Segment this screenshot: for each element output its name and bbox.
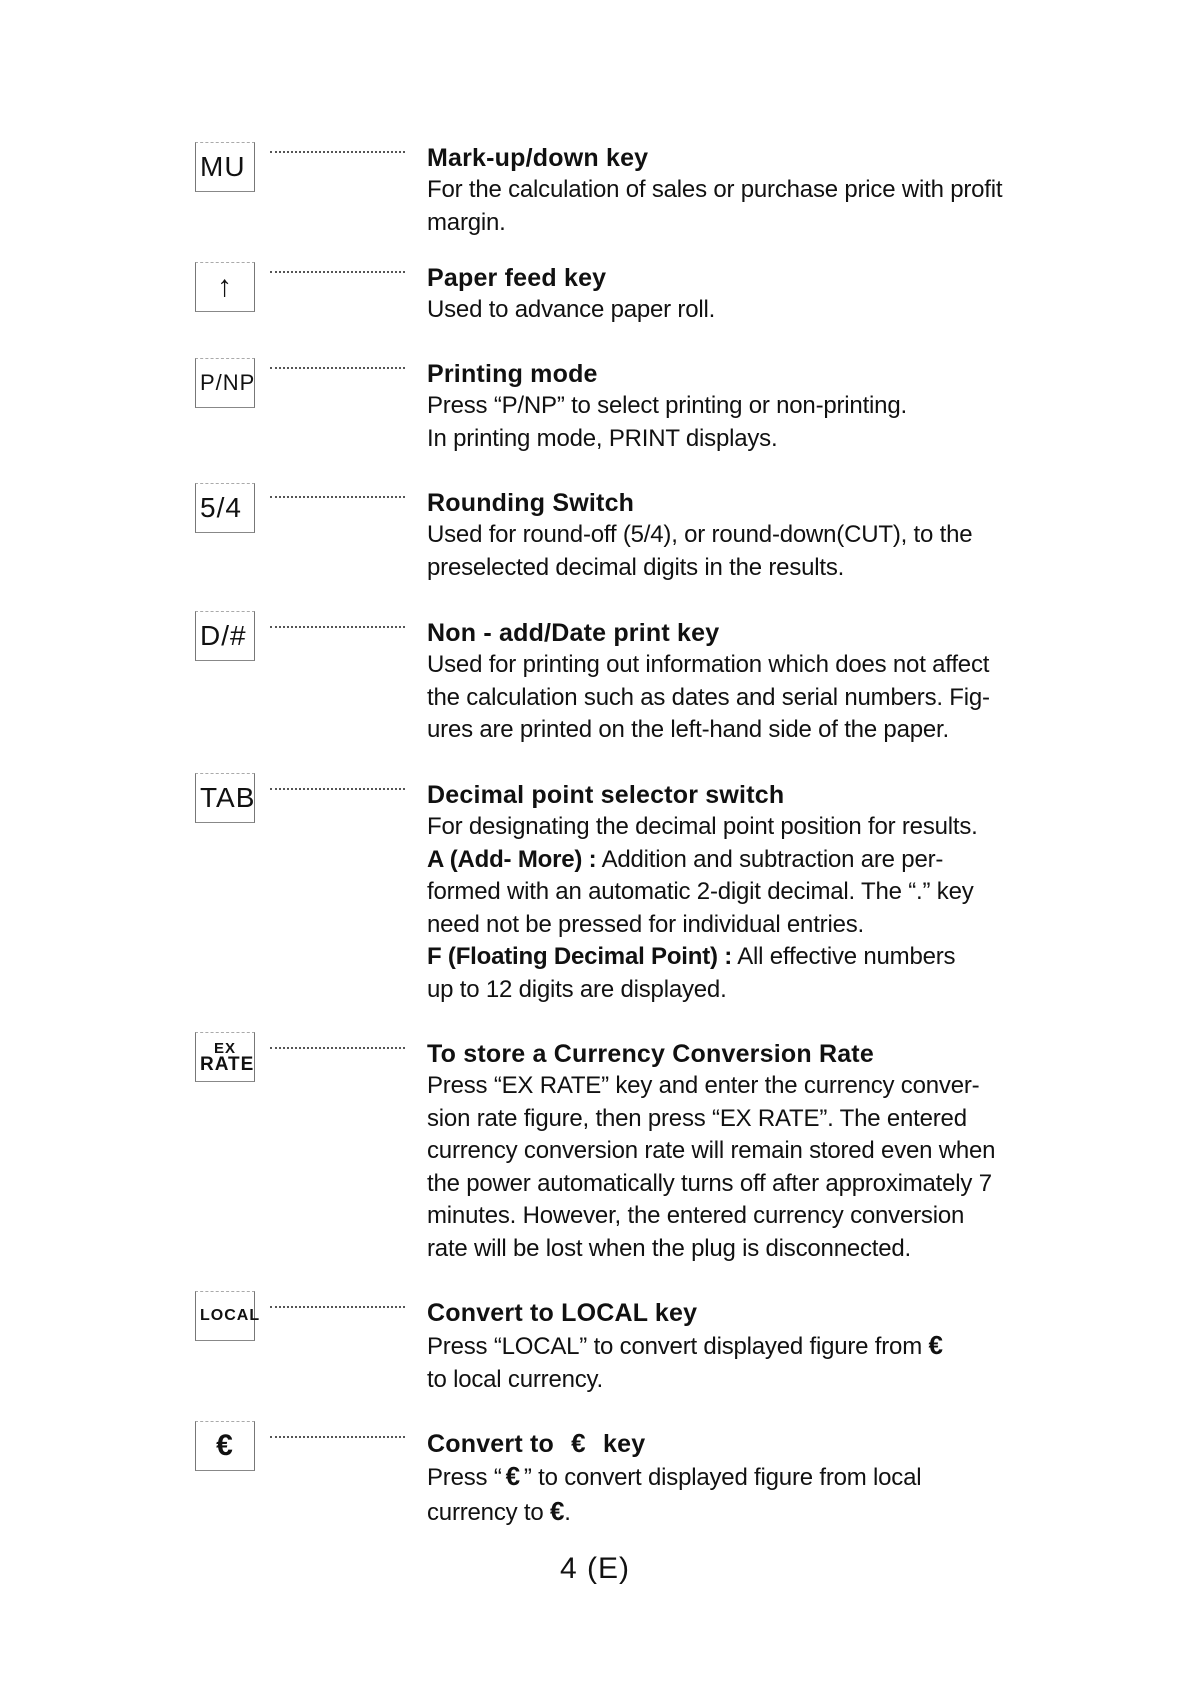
leader-dots <box>270 366 405 369</box>
entry-title: Convert to LOCAL key <box>427 1299 698 1327</box>
body-line: rate will be lost when the plug is disconnected. <box>427 1234 912 1262</box>
leader-dots <box>270 1305 405 1308</box>
entry-text <box>427 617 1027 747</box>
body-line: Used for round-off (5/4), or round-down(CUT), to the <box>427 521 973 548</box>
euro-icon: € <box>571 1428 586 1458</box>
tab-key-icon: TAB <box>195 773 255 823</box>
entry-body <box>427 1460 1027 1529</box>
body-line: Press “P/NP” to select printing or non-printing. <box>427 392 907 419</box>
entry-body <box>427 390 1027 455</box>
leader-dots <box>270 787 405 790</box>
euro-key-icon: € <box>195 1421 255 1471</box>
euro-icon: € <box>928 1330 943 1360</box>
body-line: the calculation such as dates and serial numbers. Fig- <box>427 683 990 711</box>
paper-feed-key-icon: ↑ <box>195 262 255 312</box>
option-a-text: Addition and subtraction are per- <box>596 845 944 873</box>
entry-body <box>427 1329 1027 1396</box>
body-line: to local currency. <box>427 1365 604 1393</box>
option-f-text: All effective numbers <box>732 943 956 970</box>
option-a-label: A (Add- More) : <box>427 845 597 873</box>
body-line: up to 12 digits are displayed. <box>427 975 727 1003</box>
entry-body <box>427 174 1027 239</box>
entry-body <box>427 1070 1027 1265</box>
body-line: the power automatically turns off after approximately 7 <box>427 1169 992 1197</box>
entry-title: Decimal point selector switch <box>427 781 785 809</box>
body-line: margin. <box>427 208 506 236</box>
body-text: . <box>564 1498 571 1526</box>
body-line: For designating the decimal point position for results. <box>427 813 978 840</box>
body-line: In printing mode, PRINT displays. <box>427 424 778 452</box>
key-label-line: RATE <box>200 1054 255 1075</box>
body-text: currency to <box>427 1498 544 1526</box>
entry-body <box>427 294 1027 327</box>
body-line <box>427 1460 1027 1495</box>
entry-text <box>427 779 1027 1006</box>
entry-body <box>427 811 1027 1006</box>
leader-dots <box>270 270 405 273</box>
leader-dots <box>270 625 405 628</box>
body-line: minutes. However, the entered currency conversion <box>427 1202 965 1229</box>
leader-dots <box>270 1435 405 1438</box>
body-line: preselected decimal digits in the results. <box>427 553 845 581</box>
option-f-label: F (Floating Decimal Point) : <box>427 943 733 970</box>
title-text: key <box>602 1430 646 1458</box>
entry-text <box>427 487 1027 584</box>
body-text: Press “LOCAL” to convert displayed figure from <box>427 1333 922 1360</box>
title-text: Convert to <box>427 1430 554 1458</box>
body-line: ures are printed on the left-hand side of the paper. <box>427 716 949 743</box>
body-line: Used to advance paper roll. <box>427 296 716 323</box>
body-line: sion rate figure, then press “EX RATE”. The entered <box>427 1104 967 1132</box>
entry-title <box>427 1427 1027 1460</box>
body-line: currency conversion rate will remain stored even when <box>427 1137 996 1164</box>
leader-dots <box>270 1046 405 1049</box>
body-text: Press “ <box>427 1464 502 1491</box>
leader-dots <box>270 150 405 153</box>
euro-icon: € <box>549 1495 565 1526</box>
entry-title: To store a Currency Conversion Rate <box>427 1040 874 1068</box>
entry-text <box>427 1297 1027 1396</box>
option-a-line <box>427 844 1027 877</box>
entry-text <box>427 1427 1027 1529</box>
mu-key-icon: MU <box>195 142 255 192</box>
entry-body <box>427 649 1027 747</box>
entry-text <box>427 142 1027 239</box>
ex-rate-key-icon <box>195 1032 255 1082</box>
entry-title: Mark-up/down key <box>427 144 649 172</box>
entry-title: Rounding Switch <box>427 489 635 517</box>
body-line: need not be pressed for individual entries. <box>427 910 865 938</box>
body-text: ” to convert displayed figure from local <box>523 1464 922 1491</box>
euro-icon: € <box>505 1461 520 1491</box>
entry-title: Non - add/Date print key <box>427 619 720 647</box>
body-line: Press “EX RATE” key and enter the currency conver- <box>427 1072 980 1099</box>
entry-body <box>427 519 1027 584</box>
body-line <box>427 1329 1027 1364</box>
local-key-icon: LOCAL <box>195 1291 255 1341</box>
body-line: Used for printing out information which does not affect <box>427 651 990 678</box>
date-print-key-icon: D/# <box>195 611 255 661</box>
page-number: 4 (E) <box>559 1552 630 1585</box>
entry-text <box>427 358 1027 455</box>
key-label-line: EX <box>214 1040 237 1057</box>
option-f-line <box>427 941 1027 974</box>
body-line: For the calculation of sales or purchase price with profit <box>427 176 1003 203</box>
entry-text <box>427 262 1027 327</box>
entry-title: Printing mode <box>427 360 598 388</box>
pnp-key-icon: P/NP <box>195 358 255 408</box>
leader-dots <box>270 495 405 498</box>
entry-text <box>427 1038 1027 1265</box>
body-line: formed with an automatic 2-digit decimal. The “.” key <box>427 878 974 905</box>
entry-title: Paper feed key <box>427 264 607 292</box>
body-line <box>427 1495 1027 1530</box>
rounding-key-icon: 5/4 <box>195 483 255 533</box>
